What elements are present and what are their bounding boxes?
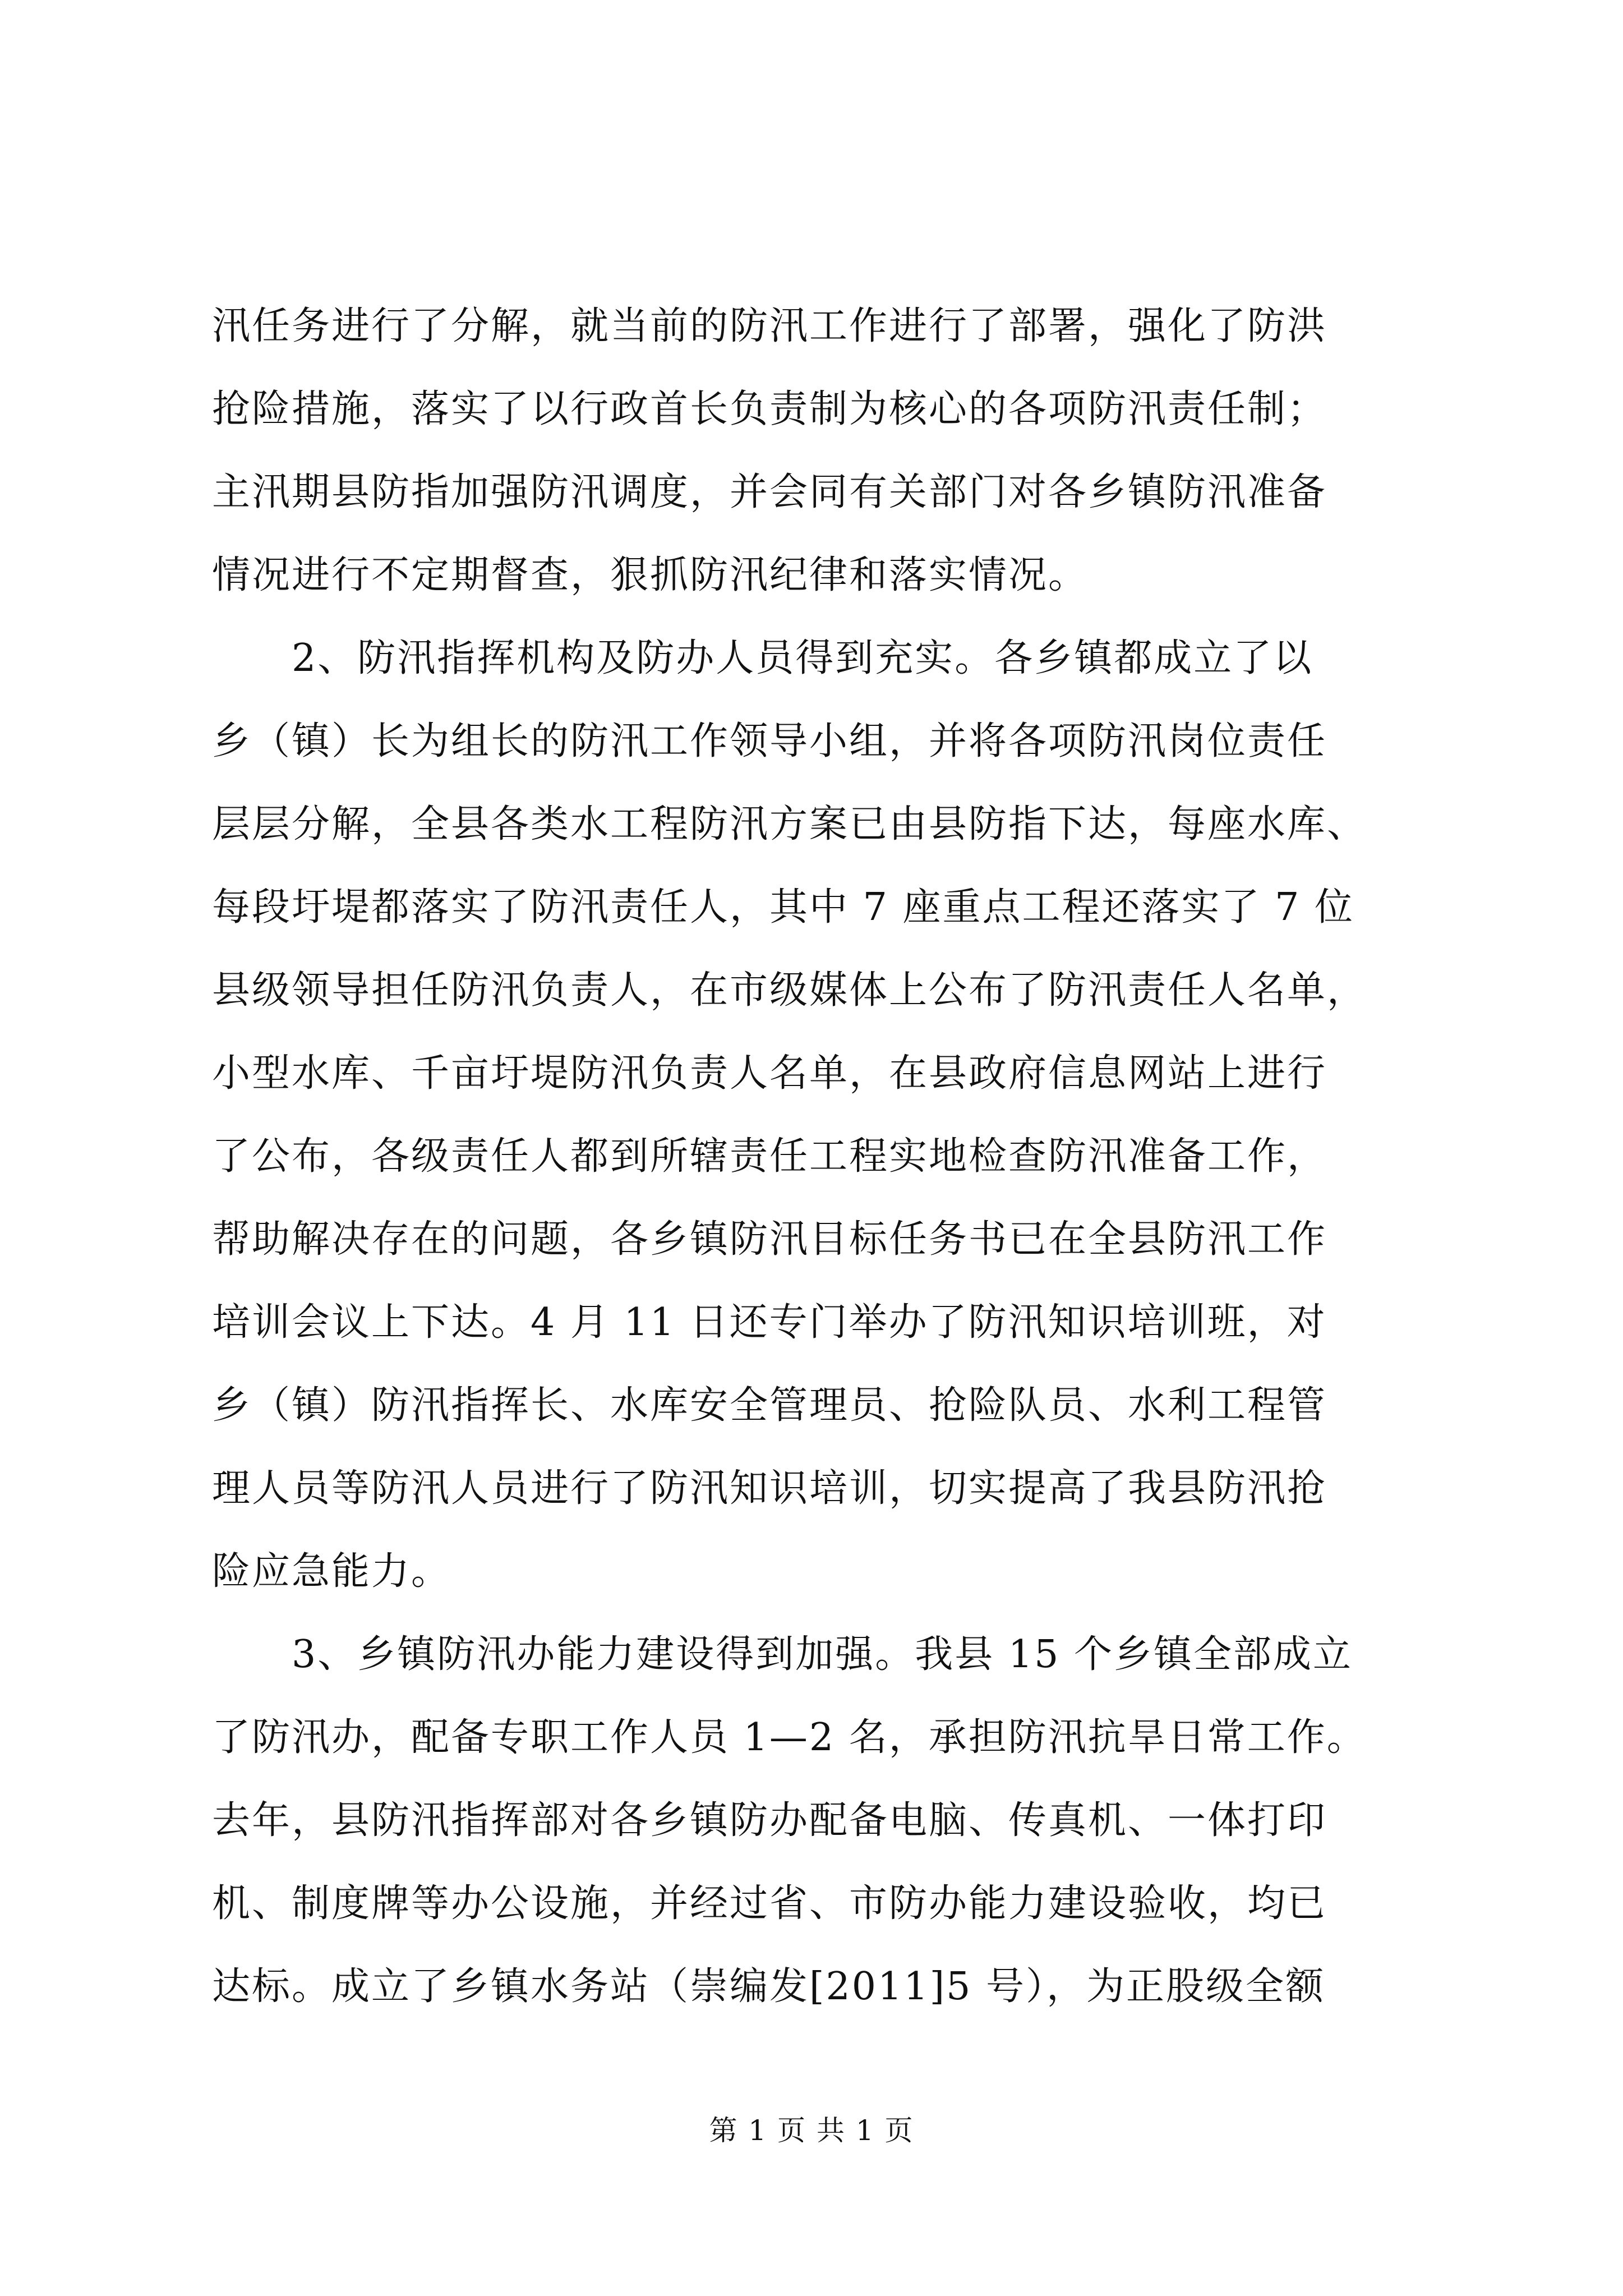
text-line: 情况进行不定期督查，狠抓防汛纪律和落实情况。 [212, 553, 1089, 597]
text-line: 去年，县防汛指挥部对各乡镇防办配备电脑、传真机、一体打印 [212, 1798, 1327, 1843]
page-number-label: 第 1 页 共 1 页 [709, 2114, 914, 2147]
text-line: 县级领导担任防汛负责人，在市级媒体上公布了防汛责任人名单， [212, 968, 1367, 1013]
text-line: 帮助解决存在的问题，各乡镇防汛目标任务书已在全县防汛工作 [212, 1217, 1327, 1262]
text-line: 汛任务进行了分解，就当前的防汛工作进行了部署，强化了防洪 [212, 304, 1327, 348]
text-line: 机、制度牌等办公设施，并经过省、市防办能力建设验收，均已 [212, 1881, 1327, 1926]
text-line: 层层分解，全县各类水工程防汛方案已由县防指下达，每座水库、 [212, 802, 1367, 846]
text-line: 培训会议上下达。4 月 11 日还专门举办了防汛知识培训班，对 [212, 1300, 1327, 1345]
text-line: 主汛期县防指加强防汛调度，并会同有关部门对各乡镇防汛准备 [212, 470, 1327, 514]
text-line: 抢险措施，落实了以行政首长负责制为核心的各项防汛责任制； [212, 387, 1327, 431]
text-line: 理人员等防汛人员进行了防汛知识培训，切实提高了我县防汛抢 [212, 1466, 1327, 1511]
text-line: 达标。成立了乡镇水务站（崇编发[2011]5 号），为正股级全额 [212, 1964, 1325, 2009]
text-line: 3、乡镇防汛办能力建设得到加强。我县 15 个乡镇全部成立 [212, 1632, 1353, 1677]
text-line: 每段圩堤都落实了防汛责任人，其中 7 座重点工程还落实了 7 位 [212, 885, 1354, 930]
text-line: 2、防汛指挥机构及防办人员得到充实。各乡镇都成立了以 [212, 636, 1313, 680]
text-line: 乡（镇）长为组长的防汛工作领导小组，并将各项防汛岗位责任 [212, 719, 1327, 763]
page-footer [0, 2114, 1623, 2147]
text-line: 了公布，各级责任人都到所辖责任工程实地检查防汛准备工作， [212, 1134, 1327, 1179]
text-line: 乡（镇）防汛指挥长、水库安全管理员、抢险队员、水利工程管 [212, 1383, 1327, 1428]
text-line: 险应急能力。 [212, 1549, 451, 1594]
text-line: 小型水库、千亩圩堤防汛负责人名单，在县政府信息网站上进行 [212, 1051, 1327, 1096]
document-body [212, 285, 1412, 2028]
text-line: 了防汛办，配备专职工作人员 1—2 名，承担防汛抗旱日常工作。 [212, 1715, 1367, 1760]
